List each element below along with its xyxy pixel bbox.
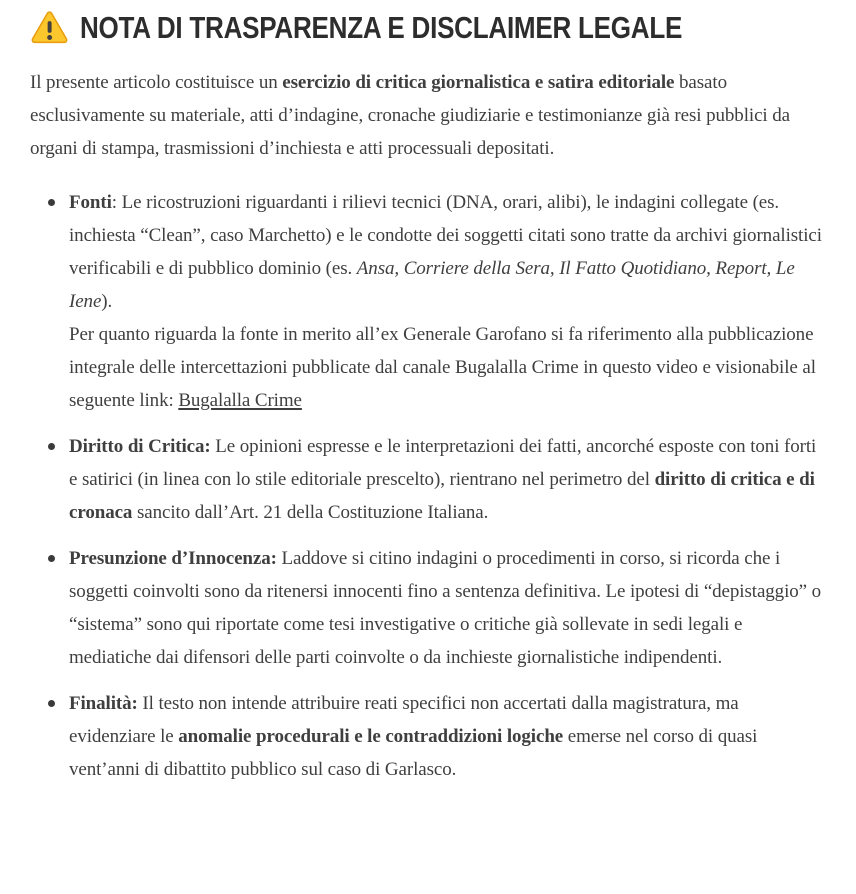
warning-icon — [30, 10, 69, 46]
text-segment: sancito dall’Art. 21 della Costituzione Italiana. — [132, 502, 489, 523]
text-segment: Presunzione d’Innocenza: — [69, 548, 277, 569]
paragraph-presunzione-innocenza — [69, 542, 828, 674]
intro-paragraph — [30, 66, 828, 165]
text-segment: Ansa, Corriere della Sera, Il Fatto Quotidiano, Report, Le Iene — [69, 258, 795, 312]
text-segment: Finalità: — [69, 693, 138, 714]
paragraph-finalita — [69, 687, 828, 786]
text-segment: Fonti — [69, 192, 112, 213]
text-segment: Laddove si citino indagini o procedimenti in corso, si ricorda che i soggetti coinvolti sono da ritenersi innocenti fino a sentenza definitiva. Le ipotesi di “depistaggio” o “sistema” sono qui riportate come tesi investigative o critiche già sollevate in sedi legali e mediatiche dai difensori delle parti coinvolte o da inchieste giornalistiche indipendenti. — [69, 548, 822, 668]
text-segment: Il presente articolo costituisce un — [30, 72, 283, 93]
text-segment: diritto di critica e di cronaca — [69, 469, 815, 523]
paragraph-fonte-garofano — [69, 318, 828, 417]
disclaimer-header — [30, 10, 828, 46]
list-item-presunzione-innocenza — [69, 542, 828, 674]
disclaimer-list — [30, 186, 828, 786]
text-segment: Il testo non intende attribuire reati specifici non accertati dalla magistratura, ma evidenziare le — [69, 693, 739, 747]
paragraph-fonti — [69, 186, 828, 318]
text-segment: ). — [101, 291, 113, 312]
list-item-finalita — [69, 687, 828, 786]
text-segment: Le opinioni espresse e le interpretazioni dei fatti, ancorché esposte con toni forti e satirici (in linea con lo stile editoriale prescelto), rientrano nel perimetro del — [69, 436, 817, 490]
page-title: NOTA DI TRASPARENZA E DISCLAIMER LEGALE — [80, 10, 683, 45]
text-segment: Per quanto riguarda la fonte in merito all’ex Generale Garofano si fa riferimento alla pubblicazione integrale delle intercettazioni pubblicate dal canale Bugalalla Crime in questo video e visionabile al seguente link: — [69, 324, 816, 411]
bugalalla-crime-link[interactable]: Bugalalla Crime — [178, 390, 302, 411]
paragraph-diritto-di-critica — [69, 430, 828, 529]
text-segment: : Le ricostruzioni riguardanti i rilievi tecnici (DNA, orari, alibi), le indagini collegate (es. inchiesta “Clean”, caso Marchetto) e le condotte dei soggetti citati sono tratte da archivi giornalistici verificabili e di pubblico dominio (es. — [69, 192, 822, 279]
text-segment: Diritto di Critica: — [69, 436, 211, 457]
text-segment: esercizio di critica giornalistica e satira editoriale — [282, 72, 675, 93]
list-item-diritto-di-critica — [69, 430, 828, 529]
text-segment: basato esclusivamente su materiale, atti d’indagine, cronache giudiziarie e testimonianze già resi pubblici da organi di stampa, trasmissioni d’inchiesta e atti processuali depositati. — [30, 72, 790, 159]
text-segment: emerse nel corso di quasi vent’anni di dibattito pubblico sul caso di Garlasco. — [69, 726, 758, 780]
text-segment: anomalie procedurali e le contraddizioni logiche — [178, 726, 564, 747]
list-item-fonti — [69, 186, 828, 417]
